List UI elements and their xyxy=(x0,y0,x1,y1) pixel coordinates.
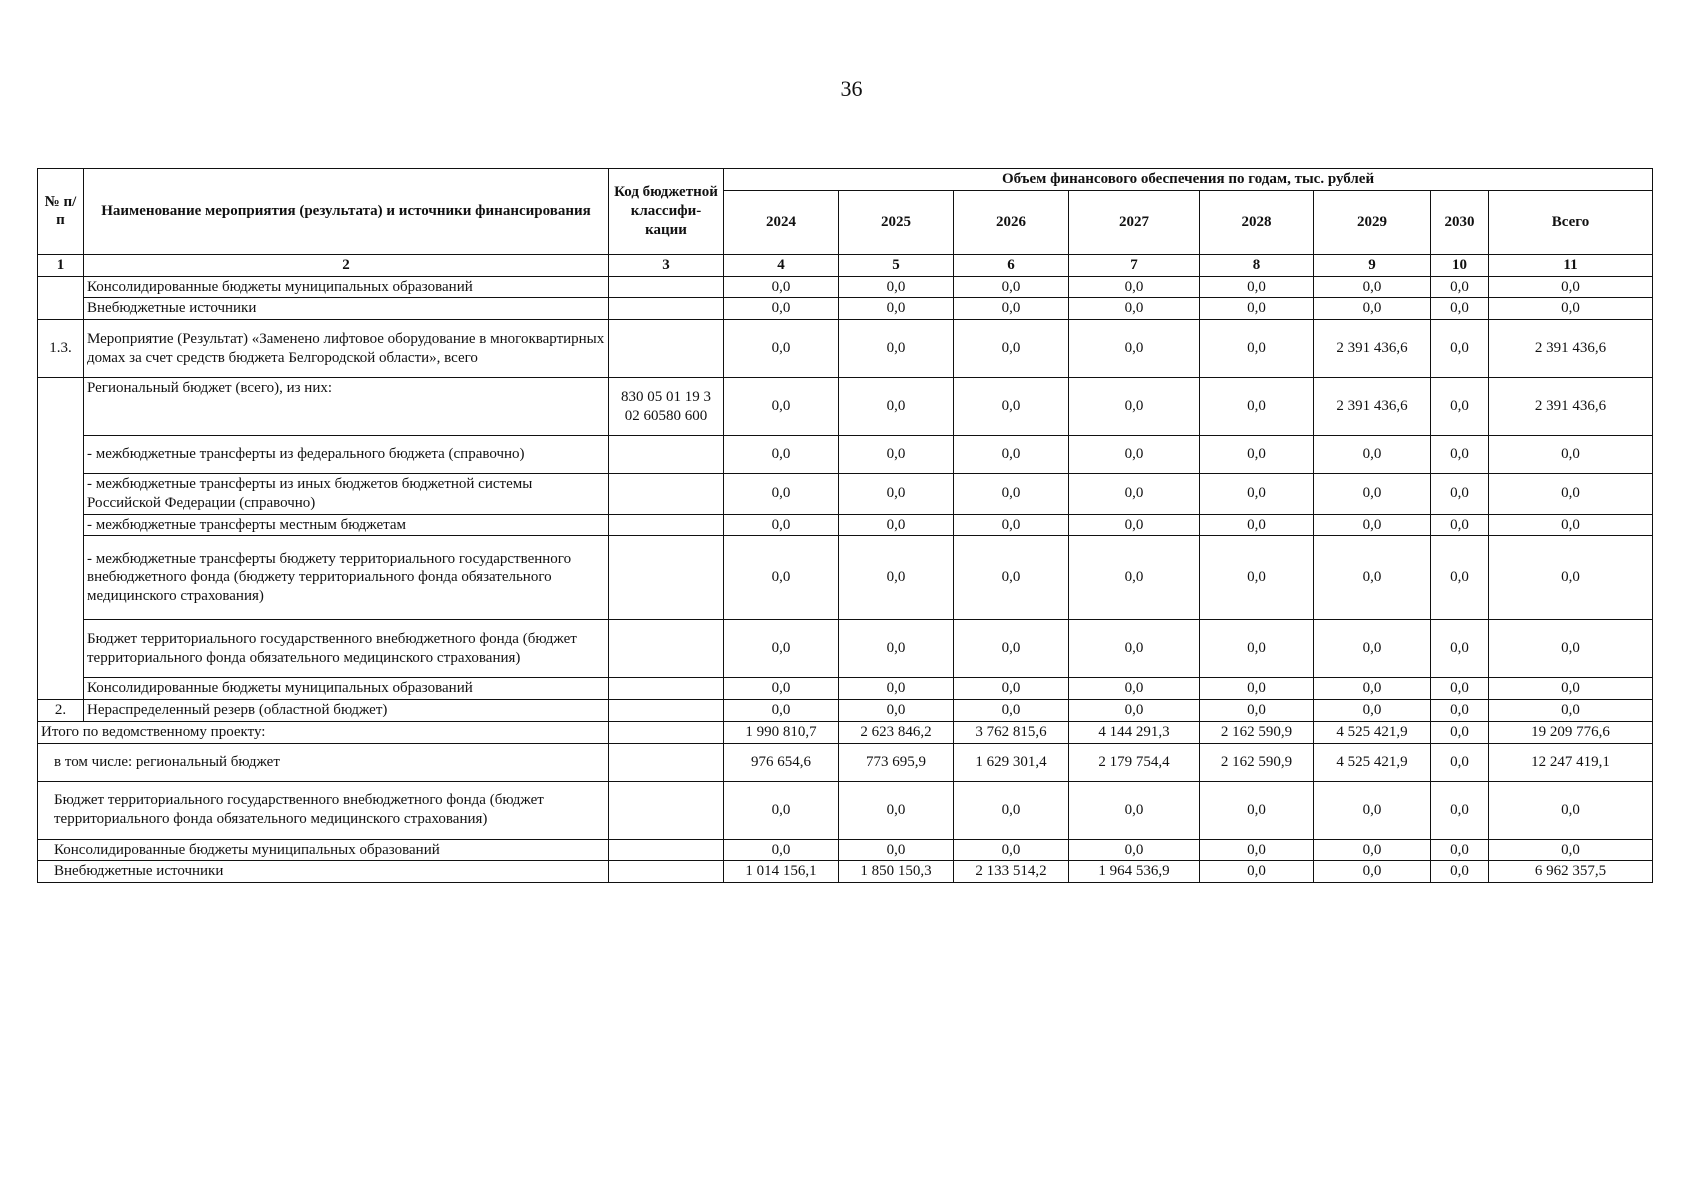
row-value: 0,0 xyxy=(839,474,954,515)
row-number xyxy=(38,378,84,700)
budget-code xyxy=(609,620,724,678)
summary-value: 0,0 xyxy=(1431,743,1489,781)
header-year: 2025 xyxy=(839,190,954,254)
column-number: 1 xyxy=(38,254,84,276)
table-row xyxy=(38,298,1653,320)
summary-value: 1 014 156,1 xyxy=(724,861,839,883)
row-value: 0,0 xyxy=(1200,436,1314,474)
row-value: 0,0 xyxy=(1431,378,1489,436)
row-value: 0,0 xyxy=(954,436,1069,474)
row-name: - межбюджетные трансферты местным бюджетам xyxy=(84,514,609,536)
summary-total: 12 247 419,1 xyxy=(1489,743,1653,781)
summary-value: 773 695,9 xyxy=(839,743,954,781)
row-name: Нераспределенный резерв (областной бюджет) xyxy=(84,700,609,722)
budget-code xyxy=(609,536,724,620)
column-number-row xyxy=(38,254,1653,276)
row-value: 0,0 xyxy=(1069,276,1200,298)
row-total: 2 391 436,6 xyxy=(1489,320,1653,378)
financing-table xyxy=(37,168,1653,883)
row-value: 0,0 xyxy=(839,514,954,536)
row-name: - межбюджетные трансферты из федерального бюджета (справочно) xyxy=(84,436,609,474)
row-value: 0,0 xyxy=(1200,474,1314,515)
row-name: Внебюджетные источники xyxy=(84,298,609,320)
header-row xyxy=(38,169,1653,191)
summary-name: Внебюджетные источники xyxy=(38,861,609,883)
table-row xyxy=(38,536,1653,620)
row-value: 0,0 xyxy=(1069,620,1200,678)
row-value: 0,0 xyxy=(724,514,839,536)
summary-total: 0,0 xyxy=(1489,839,1653,861)
row-value: 0,0 xyxy=(1069,378,1200,436)
row-value: 0,0 xyxy=(954,514,1069,536)
summary-value: 2 162 590,9 xyxy=(1200,721,1314,743)
summary-row xyxy=(38,721,1653,743)
column-number: 10 xyxy=(1431,254,1489,276)
row-value: 0,0 xyxy=(954,378,1069,436)
budget-code xyxy=(609,839,724,861)
row-value: 0,0 xyxy=(1314,536,1431,620)
row-value: 0,0 xyxy=(724,320,839,378)
row-total: 0,0 xyxy=(1489,514,1653,536)
row-value: 0,0 xyxy=(1314,678,1431,700)
header-year: 2029 xyxy=(1314,190,1431,254)
summary-name: Консолидированные бюджеты муниципальных образований xyxy=(38,839,609,861)
row-number: 1.3. xyxy=(38,320,84,378)
summary-value: 0,0 xyxy=(1314,781,1431,839)
row-value: 0,0 xyxy=(1200,276,1314,298)
summary-value: 3 762 815,6 xyxy=(954,721,1069,743)
row-value: 0,0 xyxy=(1200,620,1314,678)
budget-code xyxy=(609,474,724,515)
summary-value: 0,0 xyxy=(724,781,839,839)
row-value: 0,0 xyxy=(839,678,954,700)
page-number: 36 xyxy=(840,76,863,101)
summary-row xyxy=(38,861,1653,883)
budget-code xyxy=(609,700,724,722)
row-value: 0,0 xyxy=(1069,298,1200,320)
summary-value: 0,0 xyxy=(724,839,839,861)
row-value: 2 391 436,6 xyxy=(1314,378,1431,436)
row-value: 0,0 xyxy=(954,474,1069,515)
row-value: 0,0 xyxy=(724,678,839,700)
header-total: Всего xyxy=(1489,190,1653,254)
row-value: 0,0 xyxy=(724,536,839,620)
table-row xyxy=(38,276,1653,298)
header-year: 2028 xyxy=(1200,190,1314,254)
summary-value: 976 654,6 xyxy=(724,743,839,781)
column-number: 3 xyxy=(609,254,724,276)
row-value: 0,0 xyxy=(1431,678,1489,700)
summary-row xyxy=(38,743,1653,781)
row-value: 0,0 xyxy=(1200,514,1314,536)
row-total: 0,0 xyxy=(1489,678,1653,700)
row-value: 0,0 xyxy=(839,378,954,436)
header-num: № п/п xyxy=(38,169,84,255)
summary-name: Итого по ведомственному проекту: xyxy=(38,721,609,743)
budget-code xyxy=(609,298,724,320)
summary-value: 1 850 150,3 xyxy=(839,861,954,883)
row-value: 0,0 xyxy=(1069,678,1200,700)
row-value: 0,0 xyxy=(1431,276,1489,298)
row-total: 0,0 xyxy=(1489,298,1653,320)
header-year: 2026 xyxy=(954,190,1069,254)
row-value: 0,0 xyxy=(954,620,1069,678)
header-name: Наименование мероприятия (результата) и источники финансирования xyxy=(84,169,609,255)
row-value: 0,0 xyxy=(1069,514,1200,536)
table-row xyxy=(38,378,1653,436)
row-value: 0,0 xyxy=(839,536,954,620)
row-value: 0,0 xyxy=(1314,474,1431,515)
row-value: 0,0 xyxy=(724,378,839,436)
header-year: 2030 xyxy=(1431,190,1489,254)
header-code: Код бюджетной классифи-кации xyxy=(609,169,724,255)
row-value: 0,0 xyxy=(1314,700,1431,722)
summary-value: 0,0 xyxy=(1431,839,1489,861)
row-total: 0,0 xyxy=(1489,436,1653,474)
summary-value: 0,0 xyxy=(1431,721,1489,743)
summary-total: 19 209 776,6 xyxy=(1489,721,1653,743)
summary-name: Бюджет территориального государственного внебюджетного фонда (бюджет территориального фонда обязательного медицинского страхования) xyxy=(38,781,609,839)
row-name: Региональный бюджет (всего), из них: xyxy=(84,378,609,436)
row-value: 0,0 xyxy=(1069,536,1200,620)
header-year: 2024 xyxy=(724,190,839,254)
row-total: 0,0 xyxy=(1489,700,1653,722)
column-number: 11 xyxy=(1489,254,1653,276)
row-value: 0,0 xyxy=(1431,320,1489,378)
row-name: - межбюджетные трансферты из иных бюджетов бюджетной системы Российской Федерации (справочно) xyxy=(84,474,609,515)
row-value: 0,0 xyxy=(839,320,954,378)
row-value: 0,0 xyxy=(1200,700,1314,722)
table-row xyxy=(38,514,1653,536)
budget-code xyxy=(609,743,724,781)
summary-value: 0,0 xyxy=(954,839,1069,861)
row-value: 0,0 xyxy=(954,536,1069,620)
summary-value: 2 623 846,2 xyxy=(839,721,954,743)
summary-value: 0,0 xyxy=(1200,781,1314,839)
summary-value: 0,0 xyxy=(954,781,1069,839)
row-value: 0,0 xyxy=(1069,320,1200,378)
summary-total: 0,0 xyxy=(1489,781,1653,839)
row-number: 2. xyxy=(38,700,84,722)
header-year: 2027 xyxy=(1069,190,1200,254)
row-value: 0,0 xyxy=(724,276,839,298)
summary-value: 0,0 xyxy=(1431,861,1489,883)
table-row xyxy=(38,474,1653,515)
row-name: Мероприятие (Результат) «Заменено лифтовое оборудование в многоквартирных домах за счет средств бюджета Белгородской области», всего xyxy=(84,320,609,378)
table-row xyxy=(38,700,1653,722)
table-row xyxy=(38,436,1653,474)
row-total: 0,0 xyxy=(1489,474,1653,515)
row-value: 0,0 xyxy=(1200,678,1314,700)
row-value: 0,0 xyxy=(1314,298,1431,320)
row-total: 0,0 xyxy=(1489,536,1653,620)
row-total: 2 391 436,6 xyxy=(1489,378,1653,436)
budget-code xyxy=(609,721,724,743)
summary-value: 1 629 301,4 xyxy=(954,743,1069,781)
row-number xyxy=(38,276,84,320)
summary-value: 0,0 xyxy=(1431,781,1489,839)
row-value: 0,0 xyxy=(724,298,839,320)
row-value: 0,0 xyxy=(1431,474,1489,515)
row-total: 0,0 xyxy=(1489,276,1653,298)
summary-row xyxy=(38,839,1653,861)
row-name: Консолидированные бюджеты муниципальных образований xyxy=(84,678,609,700)
table-body xyxy=(38,276,1653,883)
column-number: 7 xyxy=(1069,254,1200,276)
row-value: 0,0 xyxy=(839,700,954,722)
row-value: 0,0 xyxy=(1431,620,1489,678)
table-row xyxy=(38,620,1653,678)
budget-code xyxy=(609,781,724,839)
column-number: 5 xyxy=(839,254,954,276)
summary-total: 6 962 357,5 xyxy=(1489,861,1653,883)
budget-code xyxy=(609,514,724,536)
summary-value: 0,0 xyxy=(839,781,954,839)
summary-value: 1 964 536,9 xyxy=(1069,861,1200,883)
row-value: 0,0 xyxy=(1200,320,1314,378)
summary-value: 0,0 xyxy=(1200,861,1314,883)
header-volume: Объем финансового обеспечения по годам, тыс. рублей xyxy=(724,169,1653,191)
budget-code xyxy=(609,276,724,298)
row-value: 0,0 xyxy=(724,474,839,515)
column-number: 9 xyxy=(1314,254,1431,276)
row-value: 0,0 xyxy=(724,700,839,722)
table-row xyxy=(38,320,1653,378)
row-value: 0,0 xyxy=(954,276,1069,298)
summary-name: в том числе: региональный бюджет xyxy=(38,743,609,781)
row-value: 0,0 xyxy=(1431,298,1489,320)
row-value: 0,0 xyxy=(1200,298,1314,320)
table-row xyxy=(38,678,1653,700)
row-value: 0,0 xyxy=(724,620,839,678)
summary-value: 2 162 590,9 xyxy=(1200,743,1314,781)
column-number: 6 xyxy=(954,254,1069,276)
row-name: - межбюджетные трансферты бюджету территориального государственного внебюджетного фонда (бюджету территориального фонда обязательного медицинского страхования) xyxy=(84,536,609,620)
row-value: 2 391 436,6 xyxy=(1314,320,1431,378)
summary-value: 0,0 xyxy=(1314,839,1431,861)
row-value: 0,0 xyxy=(839,620,954,678)
row-value: 0,0 xyxy=(1200,536,1314,620)
column-number: 8 xyxy=(1200,254,1314,276)
summary-value: 2 179 754,4 xyxy=(1069,743,1200,781)
row-value: 0,0 xyxy=(1314,276,1431,298)
row-value: 0,0 xyxy=(1069,474,1200,515)
summary-value: 2 133 514,2 xyxy=(954,861,1069,883)
summary-value: 4 525 421,9 xyxy=(1314,743,1431,781)
row-value: 0,0 xyxy=(1431,436,1489,474)
column-number: 2 xyxy=(84,254,609,276)
summary-value: 0,0 xyxy=(1069,839,1200,861)
summary-value: 1 990 810,7 xyxy=(724,721,839,743)
budget-code xyxy=(609,436,724,474)
budget-code xyxy=(609,678,724,700)
row-value: 0,0 xyxy=(1314,436,1431,474)
row-name: Консолидированные бюджеты муниципальных образований xyxy=(84,276,609,298)
row-value: 0,0 xyxy=(724,436,839,474)
summary-value: 4 525 421,9 xyxy=(1314,721,1431,743)
summary-value: 0,0 xyxy=(1314,861,1431,883)
row-value: 0,0 xyxy=(1200,378,1314,436)
row-value: 0,0 xyxy=(1314,514,1431,536)
budget-code xyxy=(609,320,724,378)
row-value: 0,0 xyxy=(1069,436,1200,474)
column-number: 4 xyxy=(724,254,839,276)
summary-value: 0,0 xyxy=(839,839,954,861)
row-value: 0,0 xyxy=(839,436,954,474)
budget-code: 830 05 01 19 3 02 60580 600 xyxy=(609,378,724,436)
row-value: 0,0 xyxy=(1069,700,1200,722)
row-value: 0,0 xyxy=(1431,536,1489,620)
row-value: 0,0 xyxy=(954,320,1069,378)
row-value: 0,0 xyxy=(954,700,1069,722)
row-value: 0,0 xyxy=(839,298,954,320)
budget-code xyxy=(609,861,724,883)
summary-value: 0,0 xyxy=(1200,839,1314,861)
row-value: 0,0 xyxy=(839,276,954,298)
summary-value: 4 144 291,3 xyxy=(1069,721,1200,743)
summary-row xyxy=(38,781,1653,839)
summary-value: 0,0 xyxy=(1069,781,1200,839)
row-value: 0,0 xyxy=(1314,620,1431,678)
row-name: Бюджет территориального государственного внебюджетного фонда (бюджет территориального фонда обязательного медицинского страхования) xyxy=(84,620,609,678)
row-value: 0,0 xyxy=(1431,700,1489,722)
row-value: 0,0 xyxy=(1431,514,1489,536)
row-value: 0,0 xyxy=(954,678,1069,700)
row-total: 0,0 xyxy=(1489,620,1653,678)
row-value: 0,0 xyxy=(954,298,1069,320)
